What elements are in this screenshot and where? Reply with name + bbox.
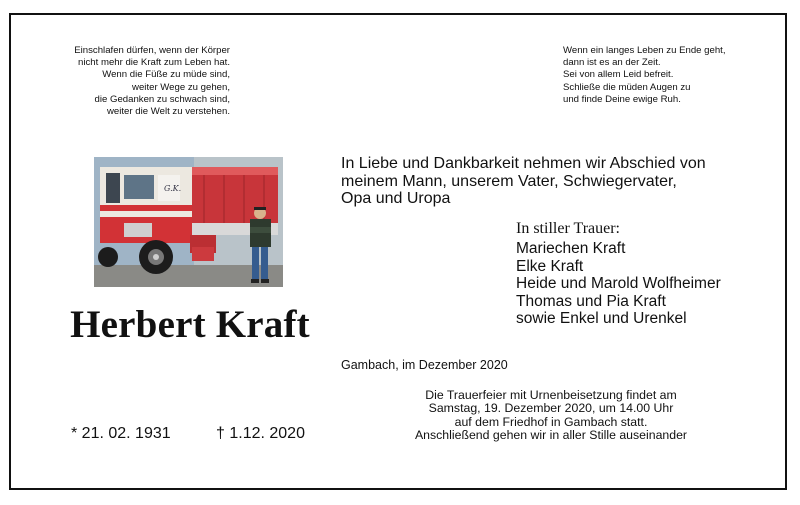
mourner: Elke Kraft (516, 257, 584, 275)
intro-line: Opa und Uropa (341, 190, 451, 207)
funeral-info (386, 389, 716, 443)
mourner: Thomas und Pia Kraft (516, 292, 666, 310)
intro-line: In Liebe und Dankbarkeit nehmen wir Abschied von (341, 155, 706, 172)
funeral-line: Samstag, 19. Dezember 2020, um 14.00 Uhr (428, 401, 674, 416)
poem-line: die Gedanken zu schwach sind, (94, 93, 230, 105)
funeral-line: Anschließend gehen wir in aller Stille auseinander (414, 428, 688, 443)
birth-date: * 21. 02. 1931 (71, 425, 171, 442)
death-date: † 1.12. 2020 (216, 425, 305, 442)
poem-line: dann ist es an der Zeit. (563, 57, 661, 69)
poem-line: Einschlafen dürfen, wenn der Körper (74, 45, 230, 56)
poem-line: nicht mehr die Kraft zum Leben hat. (78, 57, 230, 69)
mourner: Heide und Marold Wolfheimer (516, 275, 721, 293)
funeral-line: auf dem Friedhof in Gambach statt. (454, 414, 648, 429)
poem-line: weiter die Welt zu verstehen. (107, 106, 230, 118)
place-date: Gambach, im Dezember 2020 (341, 358, 508, 372)
poem-line: und finde Deine ewige Ruh. (563, 93, 681, 105)
poem-right (563, 45, 726, 106)
intro-line: meinem Mann, unserem Vater, Schwiegervater, (341, 172, 677, 190)
svg-text:G.K.: G.K. (164, 184, 182, 193)
poem-line: Wenn die Füße zu müde sind, (102, 69, 230, 81)
mourners-list (516, 240, 721, 328)
poem-left (74, 45, 230, 118)
poem-line: Wenn ein langes Leben zu Ende geht, (563, 45, 726, 56)
intro-text (341, 155, 706, 208)
poem-line: weiter Wege zu gehen, (132, 81, 230, 93)
deceased-name: Herbert Kraft (70, 303, 310, 346)
poem-line: Schließe die müden Augen zu (563, 81, 691, 93)
mourner: sowie Enkel und Urenkel (516, 310, 687, 328)
mourner: Mariechen Kraft (516, 240, 626, 257)
portrait-photo (94, 157, 283, 287)
poem-line: Sei von allem Leid befreit. (563, 69, 674, 81)
mourning-label: In stiller Trauer: (516, 220, 620, 237)
funeral-line: Die Trauerfeier mit Urnenbeisetzung findet am (425, 388, 677, 402)
